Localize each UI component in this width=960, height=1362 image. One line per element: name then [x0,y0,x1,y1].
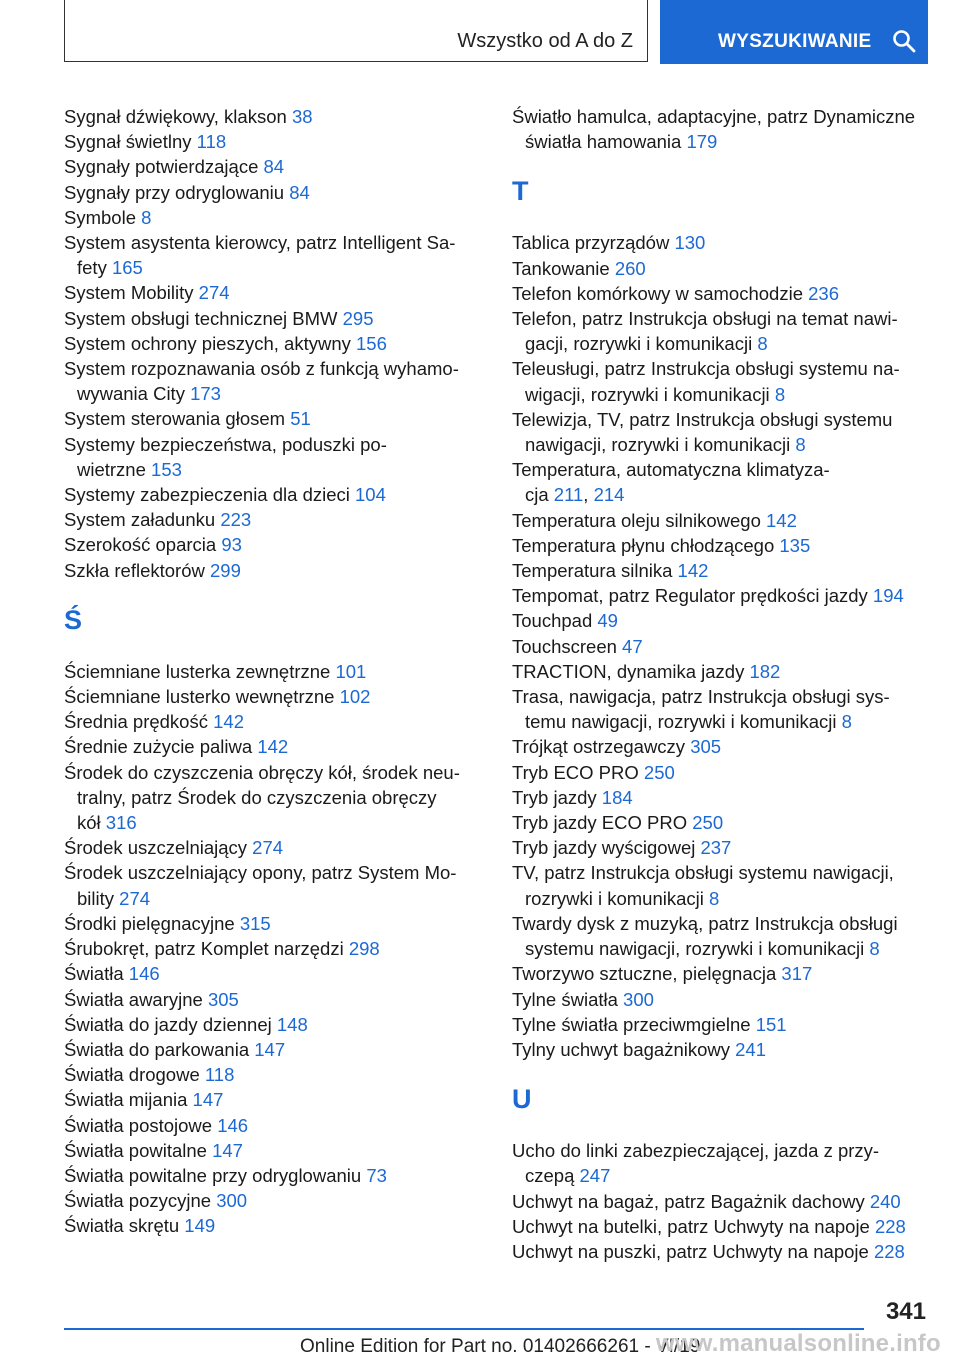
entry-text: Ściemniane lusterka zewnętrzne [64,660,336,682]
search-icon [892,29,916,53]
page-ref-link[interactable]: 317 [781,963,813,985]
index-entry-srodek-uszczelniajacy [64,835,474,860]
entry-text: Tylne światła [512,988,624,1010]
index-entry-temperatura-oleju-silnikowego [512,508,922,533]
index-entry-telefon-patrz-instrukcja-obslugi-na-tema [512,306,922,356]
index-entry-system-ochrony-pieszych-aktywny [64,331,474,356]
index-entry-tempomat-patrz-regulator-predkosci-jazdy [512,583,922,608]
entry-text: Światła awaryjne [64,988,208,1010]
index-entry-uchwyt-na-butelki-patrz-uchwyty-na-napoj [512,1214,922,1239]
entry-text: Systemy zabezpieczenia dla dzieci [64,484,356,506]
index-entry-system-rozpoznawania-osob-z-funkcja-wyha [64,356,474,406]
page-ref-link[interactable]: 148 [276,1013,308,1035]
index-entry-swiatla [64,961,474,986]
page-ref-link[interactable]: 184 [601,786,633,808]
entry-text: wywania City [77,383,191,405]
entry-text: System asystenta kierowcy, patrz Intelligent Sa- [64,232,456,254]
page-ref-link[interactable]: 8 [757,333,768,355]
entry-text: Telewizja, TV, patrz Instrukcja obsługi systemu [512,408,893,430]
page-ref-link[interactable]: 146 [128,963,160,985]
page-ref-link[interactable]: 228 [874,1215,906,1237]
index-entry-sygnaly-potwierdzajace [64,154,474,179]
index-entry-swiatla-drogowe [64,1062,474,1087]
index-entry-srodek-uszczelniajacy-opony-patrz-system [64,860,474,910]
page-ref-link[interactable]: 173 [190,383,221,405]
page-ref-link[interactable]: 8 [141,206,152,228]
page-ref-link[interactable]: 84 [289,181,310,203]
page-ref-link[interactable]: 142 [677,560,709,582]
page-ref-link[interactable]: 228 [873,1240,905,1262]
index-entry-tablica-przyrzadow [512,230,922,255]
watermark: www.manualsonline.info [656,1330,941,1357]
entry-text: System sterowania głosem [64,408,291,430]
page-ref-link[interactable]: 298 [348,938,380,960]
page-ref-link[interactable]: 151 [755,1013,787,1035]
page-ref-link[interactable]: 182 [749,660,781,682]
index-entry-tryb-jazdy-eco-pro [512,810,922,835]
page-ref-link[interactable]: 240 [869,1190,901,1212]
index-entry-tylne-swiatla-przeciwmgielne [512,1012,922,1037]
entry-text: fety [77,257,112,279]
index-entry-swiatla-awaryjne [64,987,474,1012]
page-ref-link[interactable]: 147 [254,1038,286,1060]
page-ref-link[interactable]: 142 [257,736,289,758]
index-entry-srodek-do-czyszczenia-obreczy-kol-srodek [64,760,474,836]
entry-text: Trójkąt ostrzegawczy [512,736,691,758]
index-entry-tv-patrz-instrukcja-obslugi-systemu-nawi [512,860,922,910]
tab-a-to-z-label: Wszystko od A do Z [457,30,633,52]
entry-text: System załadunku [64,509,221,531]
page-ref-link[interactable]: 142 [213,711,244,733]
page-ref-link[interactable]: 130 [674,232,706,254]
entry-text: nawigacji, rozrywki i komunikacji [525,434,796,456]
index-entry-tankowanie [512,256,922,281]
page-ref-link[interactable]: 149 [184,1215,216,1237]
index-entry-tryb-jazdy [512,785,922,810]
entry-text: Środek do czyszczenia obręczy kół, środek neu- [64,761,460,783]
index-entry-system-mobility [64,280,474,305]
index-entry-symbole [64,205,474,230]
tab-a-to-z[interactable] [64,0,648,62]
page-ref-link[interactable]: 211 [553,484,584,506]
index-entry-temperatura-plynu-chlodzacego [512,533,922,558]
entry-text: Sygnał dźwiękowy, klakson [64,106,292,127]
entry-text: Tworzywo sztuczne, pielęgnacja [512,963,782,985]
page-ref-link[interactable]: 250 [692,812,724,834]
entry-text: Środek uszczelniający [64,837,253,859]
page-ref-link[interactable]: 38 [291,106,313,127]
entry-text: System Mobility [64,282,199,304]
index-entry-system-obslugi-technicznej-bmw [64,306,474,331]
page-ref-link[interactable]: 118 [196,131,227,153]
entry-text: wietrzne [77,458,152,480]
index-entry-uchwyt-na-puszki-patrz-uchwyty-na-napoje [512,1239,922,1264]
page-ref-link[interactable]: 146 [217,1114,249,1136]
page-ref-link[interactable]: 260 [614,257,646,279]
index-entry-system-asystenta-kierowcy-patrz-intellig [64,230,474,280]
entry-text: cja [525,484,554,506]
page-ref-link[interactable]: 8 [774,383,786,405]
page-ref-link[interactable]: 8 [709,887,720,909]
entry-text: bility [77,887,120,909]
page-number: 341 [885,1298,926,1325]
index-entry-sygnal-swietlny [64,129,474,154]
entry-text: Temperatura oleju silnikowego [512,509,766,531]
page-ref-link[interactable]: 305 [207,988,239,1010]
entry-text: Symbole [64,206,142,228]
index-column-right [512,104,922,1264]
page-ref-link[interactable]: 84 [263,156,285,178]
page-ref-link[interactable]: 8 [841,711,852,733]
page-ref-link[interactable]: 142 [766,509,797,531]
tab-search-label: WYSZUKIWANIE [718,31,872,52]
index-entry-srodki-pielegnacyjne [64,911,474,936]
page-ref-link[interactable]: 135 [779,534,811,556]
entry-text: Twardy dysk z muzyką, patrz Instrukcja obsługi [512,912,898,934]
index-entry-tryb-eco-pro [512,760,922,785]
entry-text: rozrywki i komunikacji [525,887,710,909]
index-entry-tylne-swiatla [512,987,922,1012]
index-entry-sygnal-dzwiekowy-klakson [64,104,474,129]
index-entry-systemy-zabezpieczenia-dla-dzieci [64,482,474,507]
entry-text: Światła mijania [64,1089,193,1111]
page-ref-link[interactable]: 237 [700,837,732,859]
entry-text: kół [77,812,106,834]
entry-text: Telefon, patrz Instrukcja obsługi na temat nawi- [512,308,898,330]
page-ref-link[interactable]: 274 [119,887,151,909]
page-ref-link[interactable]: 118 [204,1064,235,1086]
page-ref-link[interactable]: 300 [623,988,654,1010]
entry-text: Światła pozycyjne [64,1190,217,1212]
entry-text: TV, patrz Instrukcja obsługi systemu nawigacji, [512,862,894,884]
entry-text: Średnie zużycie paliwa [64,736,258,758]
section-letter: T [512,176,529,207]
index-entry-srubokret-patrz-komplet-narzedzi [64,936,474,961]
page-ref-link[interactable]: 223 [220,509,252,531]
entry-text: Tankowanie [512,257,615,279]
page-ref-link[interactable]: 49 [597,610,618,632]
page-ref-link[interactable]: 214 [593,484,625,506]
page-ref-link[interactable]: 247 [579,1165,611,1187]
footer-edition-text: Online Edition for Part no. 01402666261 - VI/19 [300,1336,701,1357]
entry-text: TRACTION, dynamika jazdy [512,660,750,682]
entry-text: Tryb jazdy [512,786,602,808]
index-entry-twardy-dysk-z-muzyka-patrz-instrukcja-ob [512,911,922,961]
page-ref-link[interactable]: 47 [622,635,643,657]
entry-text: Szkła reflektorów [64,559,210,581]
entry-text: Światła do parkowania [64,1038,255,1060]
entry-text: Touchpad [512,610,598,632]
entry-text: Środki pielęgnacyjne [64,912,240,934]
index-entry-ucho-do-linki-zabezpieczajacej-jazda-z-p [512,1138,922,1188]
index-entry-trojkat-ostrzegawczy [512,734,922,759]
page-ref-link[interactable]: 194 [872,585,904,607]
page-ref-link[interactable]: 165 [111,257,143,279]
entry-text: Temperatura silnika [512,560,678,582]
entry-text: Tryb ECO PRO [512,761,644,783]
entry-text: Uchwyt na puszki, patrz Uchwyty na napoje [512,1240,874,1262]
index-entry-szkla-reflektorow [64,558,474,583]
page-ref-link[interactable]: 315 [239,912,271,934]
index-entry-trasa-nawigacja-patrz-instrukcja-obslugi [512,684,922,734]
entry-text: tralny, patrz Środek do czyszczenia obręczy [77,786,437,808]
entry-text: Systemy bezpieczeństwa, poduszki po- [64,433,387,455]
index-entry-telefon-komorkowy-w-samochodzie [512,281,922,306]
entry-text: System ochrony pieszych, aktywny [64,332,356,354]
page-ref-link[interactable]: 101 [335,660,367,682]
entry-text: Środek uszczelniający opony, patrz System Mo- [64,862,457,884]
entry-text: Światła skrętu [64,1215,185,1237]
entry-text: Tablica przyrządów [512,232,675,254]
page-ref-link[interactable]: 73 [366,1164,387,1186]
entry-text: Ściemniane lusterko wewnętrzne [64,686,340,708]
page-ref-link[interactable]: 295 [342,307,374,329]
entry-text: Ucho do linki zabezpieczającej, jazda z przy- [512,1140,880,1162]
page-ref-link[interactable]: 250 [643,761,675,783]
index-entry-swiatlo-hamulca-adaptacyjne-patrz-dynami [512,104,922,154]
index-column-left [64,104,474,1239]
page-ref-link[interactable]: 104 [355,484,386,506]
index-entry-tworzywo-sztuczne-pielegnacja [512,961,922,986]
page-ref-link[interactable]: 153 [151,458,182,480]
index-entry-sygnaly-przy-odryglowaniu [64,180,474,205]
page-ref-link[interactable]: 299 [210,559,241,581]
index-entry-swiatla-pozycyjne [64,1188,474,1213]
entry-text: Średnia prędkość [64,711,214,733]
entry-text: Teleusługi, patrz Instrukcja obsługi systemu na- [512,358,900,380]
index-entry-teleuslugi-patrz-instrukcja-obslugi-syst [512,356,922,406]
index-entry-systemy-bezpieczenstwa-poduszki-po [64,432,474,482]
index-entry-system-sterowania-glosem [64,406,474,431]
entry-text: Temperatura, automatyczna klimatyza- [512,459,830,481]
entry-text: Światła [64,963,129,985]
entry-text: Światła drogowe [64,1064,205,1086]
entry-text: Temperatura płynu chłodzącego [512,534,780,556]
index-entry-sciemniane-lusterka-zewnetrzne [64,659,474,684]
page-ref-link[interactable]: 316 [105,812,137,834]
index-entry-telewizja-tv-patrz-instrukcja-obslugi-sy [512,407,922,457]
page-ref-link[interactable]: 156 [356,332,387,354]
entry-text: Uchwyt na butelki, patrz Uchwyty na napoje [512,1215,875,1237]
entry-text: wigacji, rozrywki i komunikacji [525,383,775,405]
page-ref-link[interactable]: 274 [252,837,284,859]
index-entry-tryb-jazdy-wyscigowej [512,835,922,860]
entry-text: System rozpoznawania osób z funkcją wyhamo- [64,358,459,380]
entry-text: Światło hamulca, adaptacyjne, patrz Dynamiczne [512,106,916,127]
page-ref-link[interactable]: 305 [690,736,722,758]
entry-text: System obsługi technicznej BMW [64,307,343,329]
index-entry-swiatla-powitalne [64,1138,474,1163]
page-ref-link[interactable]: 236 [808,282,840,304]
entry-text: Tryb jazdy wyścigowej [512,837,701,859]
entry-text: Sygnały przy odryglowaniu [64,181,290,203]
entry-text: Szerokość oparcia [64,534,222,556]
index-entry-system-zaladunku [64,507,474,532]
entry-text: Tylny uchwyt bagażnikowy [512,1038,736,1060]
entry-text: czepą [525,1165,580,1187]
entry-text: Touchscreen [512,635,623,657]
index-entry-touchpad [512,608,922,633]
index-entry-swiatla-powitalne-przy-odryglowaniu [64,1163,474,1188]
entry-text: Trasa, nawigacja, patrz Instrukcja obsługi sys- [512,686,890,708]
index-entry-swiatla-do-parkowania [64,1037,474,1062]
index-entry-tylny-uchwyt-bagaznikowy [512,1037,922,1062]
index-entry-touchscreen [512,634,922,659]
page-ref-link[interactable]: 8 [795,434,806,456]
section-letter: U [512,1084,532,1115]
entry-text: Tempomat, patrz Regulator prędkości jazdy [512,585,873,607]
index-entry-srednia-predkosc [64,709,474,734]
page-ref-link[interactable]: 51 [290,408,311,430]
entry-text: Telefon komórkowy w samochodzie [512,282,809,304]
entry-text: Światła powitalne [64,1139,213,1161]
ref-separator: , [583,484,594,506]
entry-text: temu nawigacji, rozrywki i komunikacji [525,711,842,733]
entry-text: Tylne światła przeciwmgielne [512,1013,756,1035]
index-entry-srednie-zuzycie-paliwa [64,734,474,759]
entry-text: Tryb jazdy ECO PRO [512,812,693,834]
index-entry-szerokosc-oparcia [64,532,474,557]
page-ref-link[interactable]: 179 [686,131,718,153]
entry-text: Sygnały potwierdzające [64,156,264,178]
page-ref-link[interactable]: 102 [339,686,371,708]
entry-text: światła hamowania [525,131,687,153]
index-entry-temperatura-silnika [512,558,922,583]
entry-text: Śrubokręt, patrz Komplet narzędzi [64,938,349,960]
entry-text: Uchwyt na bagaż, patrz Bagażnik dachowy [512,1190,870,1212]
tab-search[interactable] [660,0,928,64]
page-ref-link[interactable]: 147 [192,1089,224,1111]
entry-text: Sygnał świetlny [64,131,197,153]
entry-text: systemu nawigacji, rozrywki i komunikacji [525,938,870,960]
page-ref-link[interactable]: 93 [221,534,242,556]
index-entry-swiatla-skretu [64,1213,474,1238]
index-entry-traction-dynamika-jazdy [512,659,922,684]
entry-text: Światła postojowe [64,1114,218,1136]
top-navigation [64,0,928,64]
page-ref-link[interactable]: 147 [212,1139,243,1161]
index-entry-swiatla-postojowe [64,1113,474,1138]
index-entry-uchwyt-na-bagaz-patrz-bagaznik-dachowy [512,1189,922,1214]
page-ref-link[interactable]: 274 [198,282,230,304]
entry-text: Światła do jazdy dziennej [64,1013,277,1035]
index-entry-swiatla-mijania [64,1087,474,1112]
page-ref-link[interactable]: 300 [216,1190,248,1212]
index-entry-swiatla-do-jazdy-dziennej [64,1012,474,1037]
page-ref-link[interactable]: 241 [735,1038,767,1060]
page-ref-link[interactable]: 8 [869,938,880,960]
entry-text: Światła powitalne przy odryglowaniu [64,1164,367,1186]
index-entry-sciemniane-lusterko-wewnetrzne [64,684,474,709]
index-entry-temperatura-automatyczna-klimatyza [512,457,922,507]
section-letter: Ś [64,604,83,635]
entry-text: gacji, rozrywki i komunikacji [525,333,758,355]
